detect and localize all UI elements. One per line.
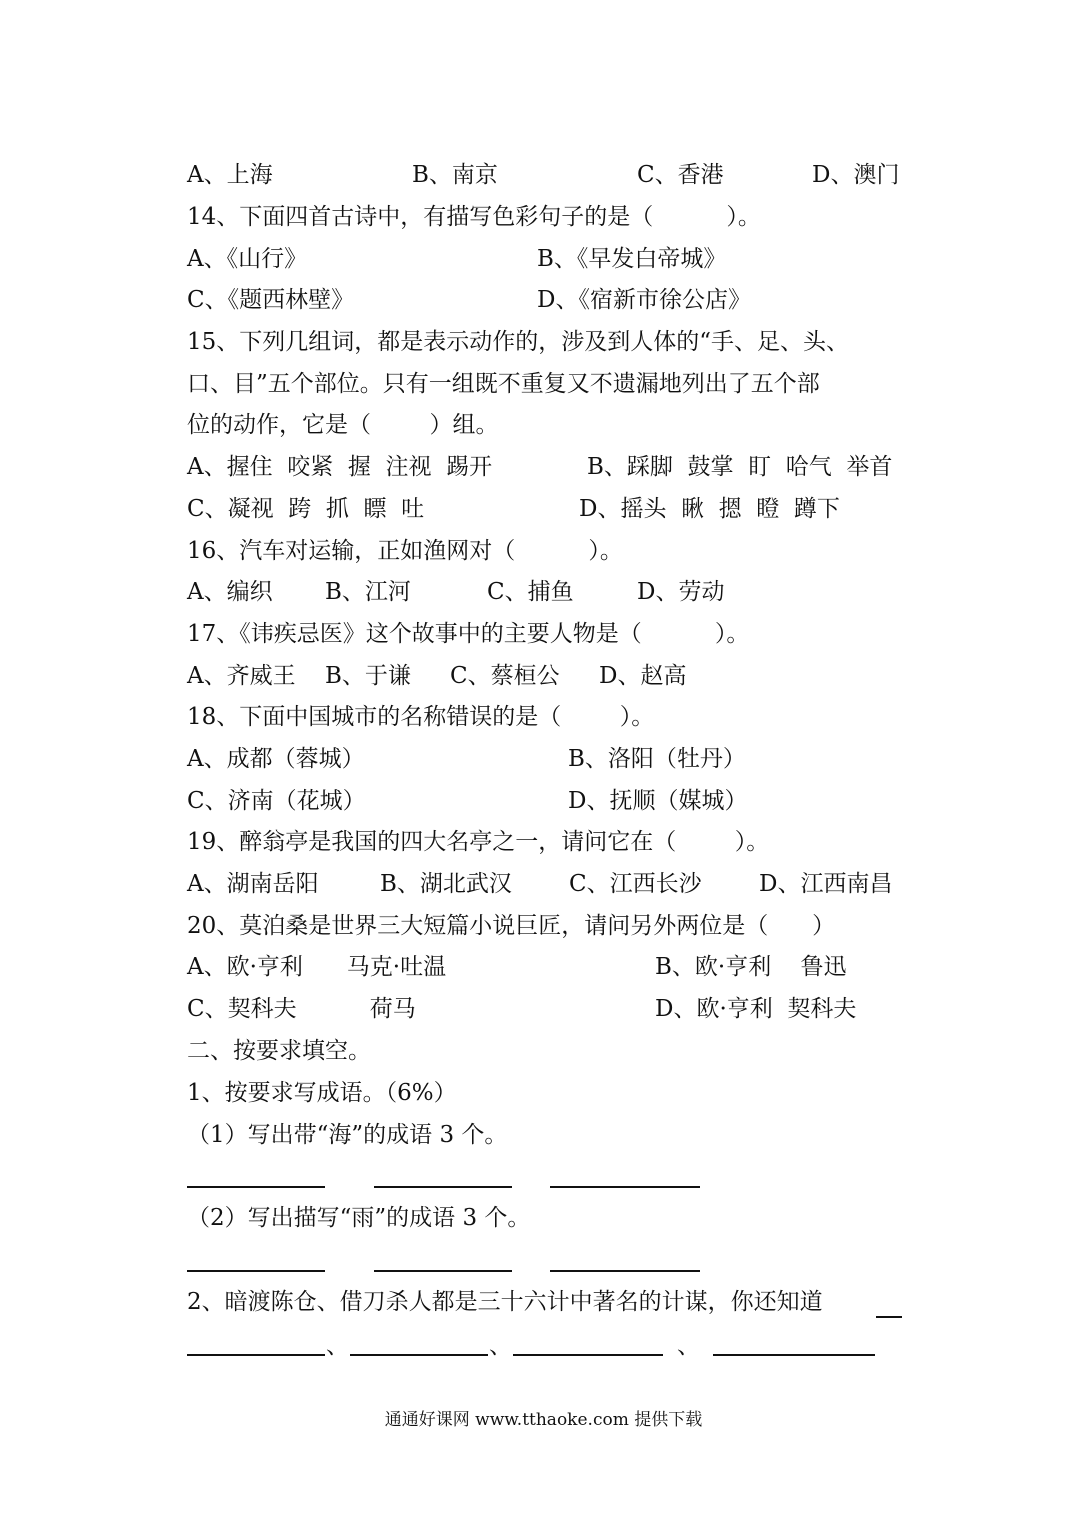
q18-option-b: B、洛阳（牡丹）	[568, 746, 746, 772]
q14-option-c: C、《题西林壁》	[187, 287, 355, 313]
q19-stem: 19、醉翁亭是我国的四大名亭之一，请问它在（ ）。	[187, 829, 770, 855]
section2-heading: 二、按要求填空。	[187, 1038, 371, 1064]
answer-blank[interactable]	[876, 1316, 902, 1318]
q18-option-d: D、抚顺（媒城）	[568, 788, 748, 814]
q15-option-d: D、摇头 瞅 摁 瞪 蹲下	[579, 496, 840, 522]
q18-option-c: C、济南（花城）	[187, 788, 366, 814]
q16-option-b: B、江河	[325, 579, 411, 605]
q14-stem: 14、下面四首古诗中，有描写色彩句子的是（ ）。	[187, 204, 761, 230]
q17-option-a: A、齐威王	[187, 663, 296, 689]
answer-blank[interactable]	[187, 1270, 325, 1272]
separator: 、	[489, 1333, 512, 1359]
q13-option-d: D、澳门	[812, 162, 900, 188]
q15-option-a: A、握住 咬紧 握 注视 踢开	[187, 454, 493, 480]
q19-option-c: C、江西长沙	[569, 871, 702, 897]
answer-blank[interactable]	[350, 1354, 488, 1356]
q19-option-d: D、江西南昌	[759, 871, 893, 897]
q19-option-b: B、湖北武汉	[380, 871, 512, 897]
q14-option-d: D、《宿新市徐公店》	[537, 287, 751, 313]
q15-option-c: C、凝视 跨 抓 瞟 吐	[187, 496, 425, 522]
q18-option-a: A、成都（蓉城）	[187, 746, 365, 772]
answer-blank[interactable]	[513, 1354, 663, 1356]
q15-stem-line3: 位的动作，它是（ ）组。	[187, 412, 499, 438]
section2-sub1: （1）写出带“海”的成语 3 个。	[187, 1122, 508, 1148]
answer-blank[interactable]	[550, 1186, 700, 1188]
separator: 、	[677, 1333, 700, 1359]
q13-option-a: A、上海	[187, 162, 273, 188]
answer-blank[interactable]	[550, 1270, 700, 1272]
q13-option-b: B、南京	[412, 162, 498, 188]
q17-stem: 17、《讳疾忌医》这个故事中的主要人物是（ ）。	[187, 621, 750, 647]
answer-blank[interactable]	[374, 1270, 512, 1272]
q14-option-a: A、《山行》	[187, 246, 308, 272]
answer-blank[interactable]	[187, 1186, 325, 1188]
q17-option-c: C、蔡桓公	[450, 663, 560, 689]
q18-stem: 18、下面中国城市的名称错误的是（ ）。	[187, 704, 655, 730]
q15-stem-line1: 15、下列几组词，都是表示动作的，涉及到人体的“手、足、头、	[187, 329, 850, 355]
answer-blank[interactable]	[374, 1186, 512, 1188]
section2-item2: 2、暗渡陈仓、借刀杀人都是三十六计中著名的计谋，你还知道	[187, 1289, 823, 1315]
q17-option-b: B、于谦	[325, 663, 411, 689]
q15-option-b: B、踩脚 鼓掌 盯 哈气 举首	[587, 454, 893, 480]
q16-stem: 16、汽车对运输，正如渔网对（ ）。	[187, 538, 623, 564]
separator: 、	[326, 1333, 349, 1359]
q20-stem: 20、莫泊桑是世界三大短篇小说巨匠，请问另外两位是（ ）	[187, 913, 836, 939]
page-footer: 通通好课网 www.tthaoke.com 提供下载	[384, 1410, 703, 1430]
section2-sub2: （2）写出描写“雨”的成语 3 个。	[187, 1205, 531, 1231]
q16-option-d: D、劳动	[637, 579, 725, 605]
q16-option-a: A、编织	[187, 579, 273, 605]
q20-option-d: D、欧·亨利 契科夫	[655, 996, 857, 1022]
q16-option-c: C、捕鱼	[487, 579, 574, 605]
q15-stem-line2: 口、目”五个部位。只有一组既不重复又不遗漏地列出了五个部	[187, 371, 820, 397]
q19-option-a: A、湖南岳阳	[187, 871, 319, 897]
q17-option-d: D、赵高	[599, 663, 687, 689]
section2-item1: 1、按要求写成语。（6%）	[187, 1080, 457, 1106]
answer-blank[interactable]	[713, 1354, 875, 1356]
q20-option-b: B、欧·亨利 鲁迅	[655, 954, 847, 980]
q20-option-c: C、契科夫 荷马	[187, 996, 416, 1022]
q13-option-c: C、香港	[637, 162, 724, 188]
q20-option-a: A、欧·亨利 马克·吐温	[187, 954, 447, 980]
q14-option-b: B、《早发白帝城》	[537, 246, 727, 272]
answer-blank[interactable]	[187, 1354, 325, 1356]
